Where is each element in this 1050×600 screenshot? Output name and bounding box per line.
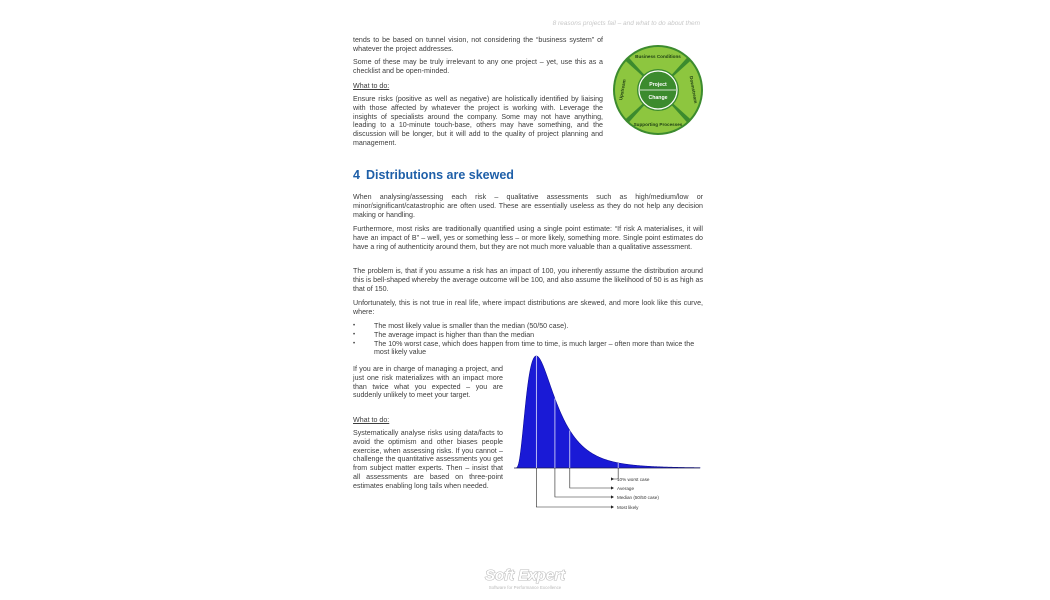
bullet-list <box>353 322 703 357</box>
label-worst-case: 10% worst case <box>617 477 650 482</box>
diagram-segment-downstream: Downstream <box>688 75 699 104</box>
what-to-do-label: What to do: <box>353 416 390 424</box>
project-change-diagram <box>612 44 704 136</box>
list-item: • The average impact is higher than than the median <box>353 331 703 340</box>
what-to-do-label: What to do: <box>353 82 390 90</box>
para-assessments: When analysing/assessing each risk – qualitative assessments such as high/medium/low or minor/significant/catastrophic are often used. These are essentially useless as they do not help any decision making or handling. <box>353 193 703 219</box>
diagram-center-bottom: Change <box>648 95 668 101</box>
running-head: 8 reasons projects fail – and what to do about them <box>552 20 700 27</box>
diagram-segment-business: Business Conditions <box>635 54 681 59</box>
section-title: Distributions are skewed <box>365 168 514 182</box>
para-systematically: Systematically analyse risks using data/facts to avoid the optimism and other biases people exercise, when assessing risks. If you cannot – challenge the quantitative assessments you get from subject matter experts. Then – insist that all assessments are based on three-point estimates enabling long tails when needed. <box>353 429 503 490</box>
list-item: • The most likely value is smaller than the median (50/50 case). <box>353 322 703 331</box>
logo-tagline: Software for Performance Excellence <box>488 585 562 590</box>
para-in-charge: If you are in charge of managing a project, and just one risk materializes with an impact more than twice what you expected – you are suddenly unlikely to meet your target. <box>353 365 503 400</box>
para-single-point: Furthermore, most risks are traditionally quantified using a single point estimate: “If risk A materialises, it will have an impact of B” – well, yes or something less – or more likely, something more. Single point estimates do have a ring of authenticity around them, but they are not much more valuable than a qualitative assessment. <box>353 225 703 251</box>
label-average: Average <box>617 486 635 491</box>
section-heading <box>353 168 514 182</box>
skewed-distribution-chart <box>512 354 702 514</box>
para-unfortunately: Unfortunately, this is not true in real life, where impact distributions are skewed, and more look like this curve, where: <box>353 299 703 316</box>
label-most-likely: Most likely <box>617 505 639 510</box>
distribution-curve <box>514 356 700 468</box>
diagram-segment-supporting: Supporting Processes <box>633 122 683 127</box>
list-item: • The 10% worst case, which does happen from time to time, is much larger – often more than twice the most likely value <box>353 340 703 358</box>
para-ensure-risks: Ensure risks (positive as well as negative) are holistically identified by liaising with those affected by whatever the project is working with. Leverage the insights of specialists around the company. Some may not have anything, leading to a 10-minute touch-base, others may have something, and the discussion will be longer, but it will add to the quality of project planning and management. <box>353 95 603 147</box>
diagram-segment-upstream: Upstream <box>618 78 627 101</box>
softexpert-logo <box>470 562 580 592</box>
para-checklist: Some of these may be truly irrelevant to any one project – yet, use this as a checklist and be open-minded. <box>353 58 603 75</box>
para-problem: The problem is, that if you assume a risk has an impact of 100, you inherently assume the distribution around this is bell-shaped whereby the average outcome will be 100, and also assume the likelihood of 50 is as high as that of 150. <box>353 267 703 293</box>
section-number: 4 <box>353 168 360 182</box>
para-tunnel-vision: tends to be based on tunnel vision, not considering the “business system” of whatever the project addresses. <box>353 36 603 53</box>
logo-wordmark: Soft Expert <box>484 567 566 584</box>
label-median: Median (50/50 case) <box>617 495 659 500</box>
diagram-center-top: Project <box>649 82 667 88</box>
